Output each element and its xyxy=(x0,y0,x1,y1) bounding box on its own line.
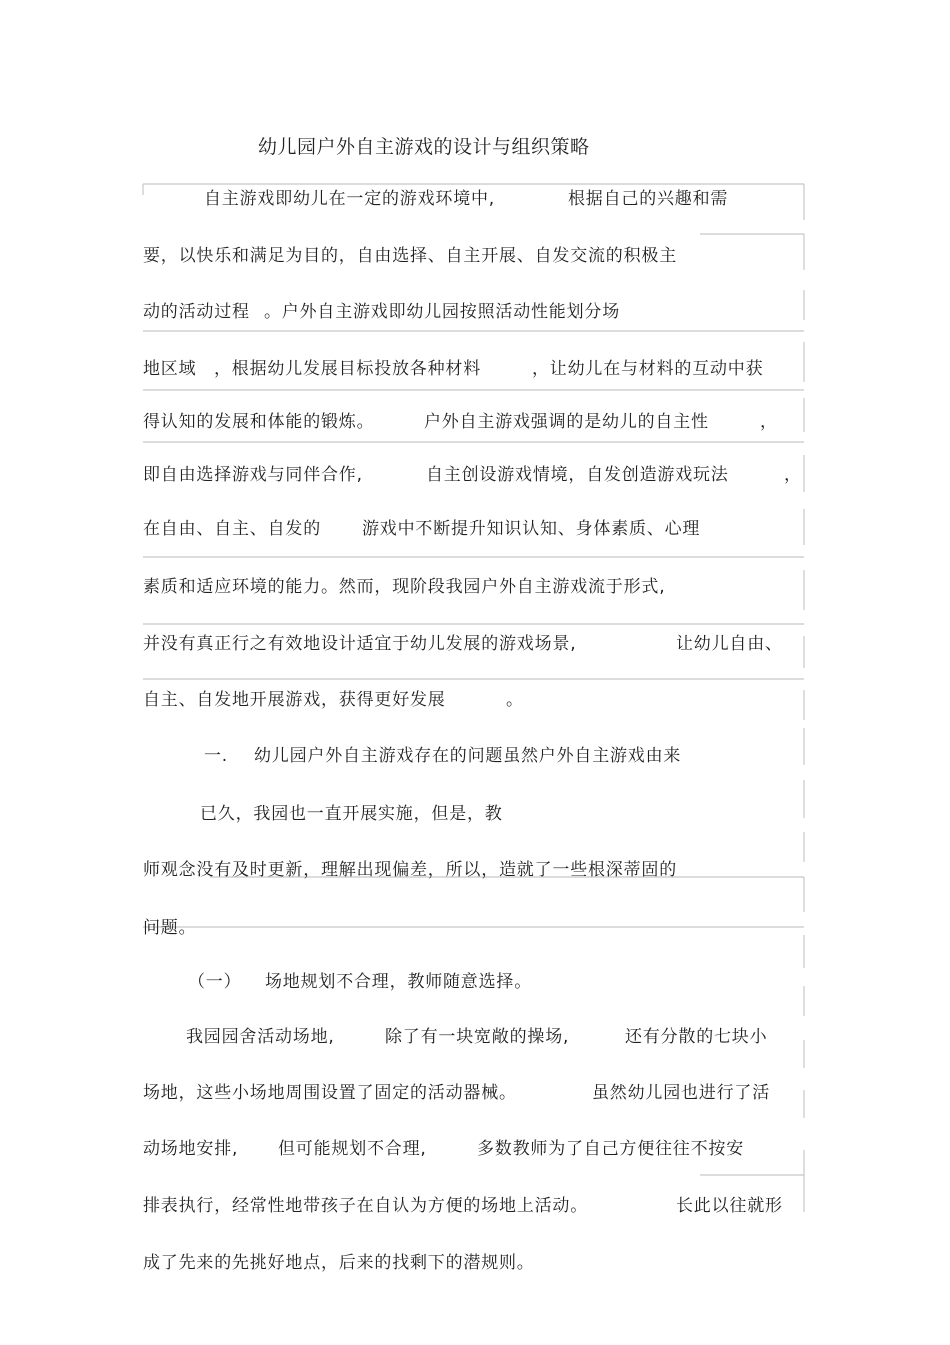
text-line: ，根据幼儿发展目标投放各种材料 xyxy=(214,359,481,379)
text-line: 素质和适应环境的能力。然而，现阶段我园户外自主游戏流于形式, xyxy=(143,577,666,597)
text-line: ， xyxy=(760,412,778,432)
text-line: 户外自主游戏强调的是幼儿的自主性 xyxy=(424,412,709,432)
section-heading: 幼儿园户外自主游戏存在的问题虽然户外自主游戏由来 xyxy=(254,746,682,766)
text-line: 成了先来的先挑好地点，后来的找剩下的潜规则。 xyxy=(143,1253,535,1273)
text-line: 还有分散的七块小 xyxy=(625,1027,768,1047)
text-line: 多数教师为了自己方便往往不按安 xyxy=(477,1139,744,1159)
text-line: 自主创设游戏情境，自发创造游戏玩法 xyxy=(426,465,729,485)
text-line: 我园园舍活动场地, xyxy=(186,1027,335,1047)
text-line: 但可能规划不合理, xyxy=(278,1139,427,1159)
section-number: 一. xyxy=(204,746,229,766)
text-line: 要，以快乐和满足为目的，自由选择、自主开展、自发交流的积极主 xyxy=(143,246,677,266)
text-line: 自主、自发地开展游戏，获得更好发展 xyxy=(143,690,446,710)
text-line: 场地，这些小场地周围设置了固定的活动器械。 xyxy=(143,1083,517,1103)
text-line: 地区域 xyxy=(143,359,197,379)
text-line: 根据自己的兴趣和需 xyxy=(568,189,729,209)
text-line: 。 xyxy=(506,690,524,710)
text-line: 游戏中不断提升知识认知、身体素质、心理 xyxy=(362,519,701,539)
text-line: 师观念没有及时更新，理解出现偏差，所以，造就了一些根深蒂固的 xyxy=(143,860,677,880)
text-line: 已久，我园也一直开展实施，但是，教 xyxy=(200,804,503,824)
text-line: 排表执行，经常性地带孩子在自认为方便的场地上活动。 xyxy=(143,1196,588,1216)
text-line: ，让幼儿在与材料的互动中获 xyxy=(532,359,764,379)
text-line: 除了有一块宽敞的操场, xyxy=(385,1027,570,1047)
text-line: 并没有真正行之有效地设计适宜于幼儿发展的游戏场景, xyxy=(143,634,577,654)
text-line: 虽然幼儿园也进行了活 xyxy=(592,1083,770,1103)
text-line: 动的活动过程 xyxy=(143,302,250,322)
text-line: 长此以往就形 xyxy=(676,1196,783,1216)
text-line: 得认知的发展和体能的锻炼。 xyxy=(143,412,375,432)
text-line: 自主游戏即幼儿在一定的游戏环境中, xyxy=(204,189,496,209)
text-line: ， xyxy=(784,465,802,485)
text-line: 动场地安排, xyxy=(143,1139,239,1159)
text-line: 问题。 xyxy=(143,918,197,938)
text-line: 。户外自主游戏即幼儿园按照活动性能划分场 xyxy=(264,302,620,322)
subsection-number: （一） xyxy=(188,972,242,992)
text-line: 在自由、自主、自发的 xyxy=(143,519,321,539)
text-line: 即自由选择游戏与同伴合作, xyxy=(143,465,363,485)
subsection-heading: 场地规划不合理，教师随意选择。 xyxy=(265,972,532,992)
page-title: 幼儿园户外自主游戏的设计与组织策略 xyxy=(258,136,590,158)
text-line: 让幼儿自由、 xyxy=(676,634,783,654)
